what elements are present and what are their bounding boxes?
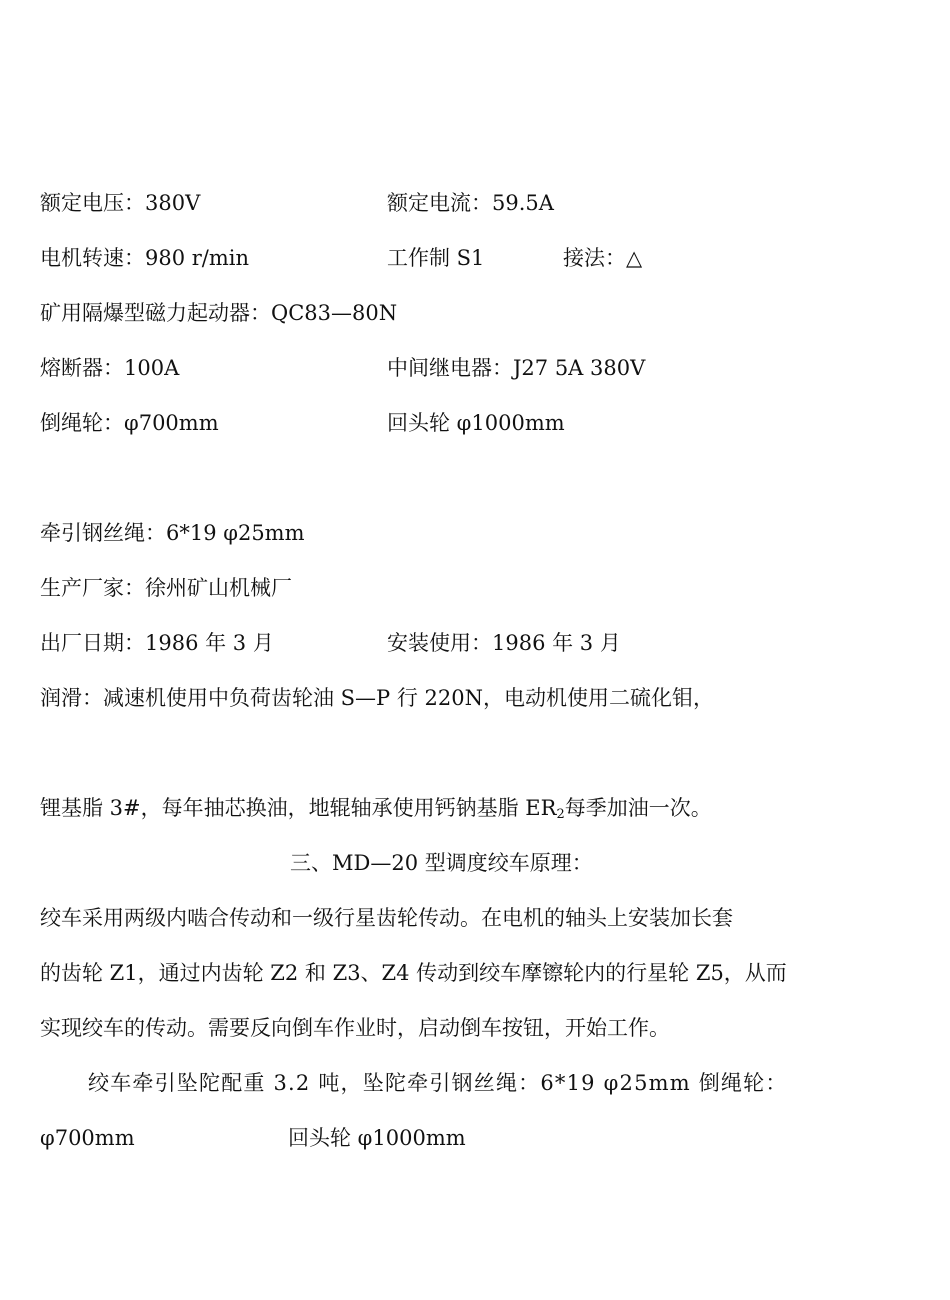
spec-row-starter	[40, 298, 397, 328]
paragraph-1-line-1	[40, 903, 733, 933]
paragraph-1-line-2	[40, 958, 787, 988]
spec-row-voltage-current	[40, 188, 554, 218]
rated-voltage: 额定电压：380V	[40, 191, 201, 215]
install-date: 安装使用：1986 年 3 月	[387, 631, 621, 655]
paragraph-2-text-2b: 回头轮 φ1000mm	[288, 1126, 466, 1150]
lubrication-text-2b: 每季加油一次。	[564, 796, 712, 820]
relay: 中间继电器：J27 5A 380V	[387, 356, 646, 380]
rated-current: 额定电流：59.5A	[387, 191, 554, 215]
section-heading	[290, 848, 593, 878]
duty-cycle: 工作制 S1	[387, 246, 485, 270]
spec-row-pulleys	[40, 408, 565, 438]
paragraph-1-text-3: 实现绞车的传动。需要反向倒车作业时，启动倒车按钮，开始工作。	[40, 1016, 670, 1040]
lubrication-line-1	[40, 683, 714, 713]
spec-row-speed-duty	[40, 243, 643, 273]
spec-row-fuse-relay	[40, 353, 646, 383]
manufacture-date: 出厂日期：1986 年 3 月	[40, 631, 274, 655]
motor-speed: 电机转速：980 r/min	[40, 246, 250, 270]
paragraph-2-text-2a: φ700mm	[40, 1126, 135, 1150]
lubrication-line-2	[40, 793, 712, 823]
paragraph-2-text-1: 绞车牵引坠陀配重 3.2 吨，坠陀牵引钢丝绳：6*19 φ25mm 倒绳轮：	[88, 1071, 788, 1095]
lubrication-text-2a: 锂基脂 3#，每年抽芯换油，地辊轴承使用钙钠基脂 ER	[40, 796, 557, 820]
spec-row-manufacturer	[40, 573, 292, 603]
manufacturer: 生产厂家：徐州矿山机械厂	[40, 576, 292, 600]
spec-row-dates	[40, 628, 621, 658]
rope-pulley: 倒绳轮：φ700mm	[40, 411, 219, 435]
fuse: 熔断器：100A	[40, 356, 180, 380]
magnetic-starter: 矿用隔爆型磁力起动器：QC83—80N	[40, 301, 398, 325]
spec-row-wire-rope	[40, 518, 305, 548]
lubrication-text-1: 润滑：减速机使用中负荷齿轮油 S—P 行 220N，电动机使用二硫化钼，	[40, 686, 714, 710]
wire-rope: 牵引钢丝绳：6*19 φ25mm	[40, 521, 305, 545]
paragraph-2-line-1	[88, 1068, 788, 1098]
paragraph-1-text-2: 的齿轮 Z1，通过内齿轮 Z2 和 Z3、Z4 传动到绞车摩镲轮内的行星轮 Z5，从而	[40, 961, 787, 985]
paragraph-1-text-1: 绞车采用两级内啮合传动和一级行星齿轮传动。在电机的轴头上安装加长套	[40, 906, 733, 930]
connection-type: 接法：△	[563, 246, 643, 270]
paragraph-1-line-3	[40, 1013, 670, 1043]
lubrication-subscript: 2	[556, 807, 565, 822]
paragraph-2-line-2	[40, 1123, 466, 1153]
return-pulley: 回头轮 φ1000mm	[387, 411, 565, 435]
section-heading-text: 三、MD—20 型调度绞车原理：	[290, 851, 593, 875]
